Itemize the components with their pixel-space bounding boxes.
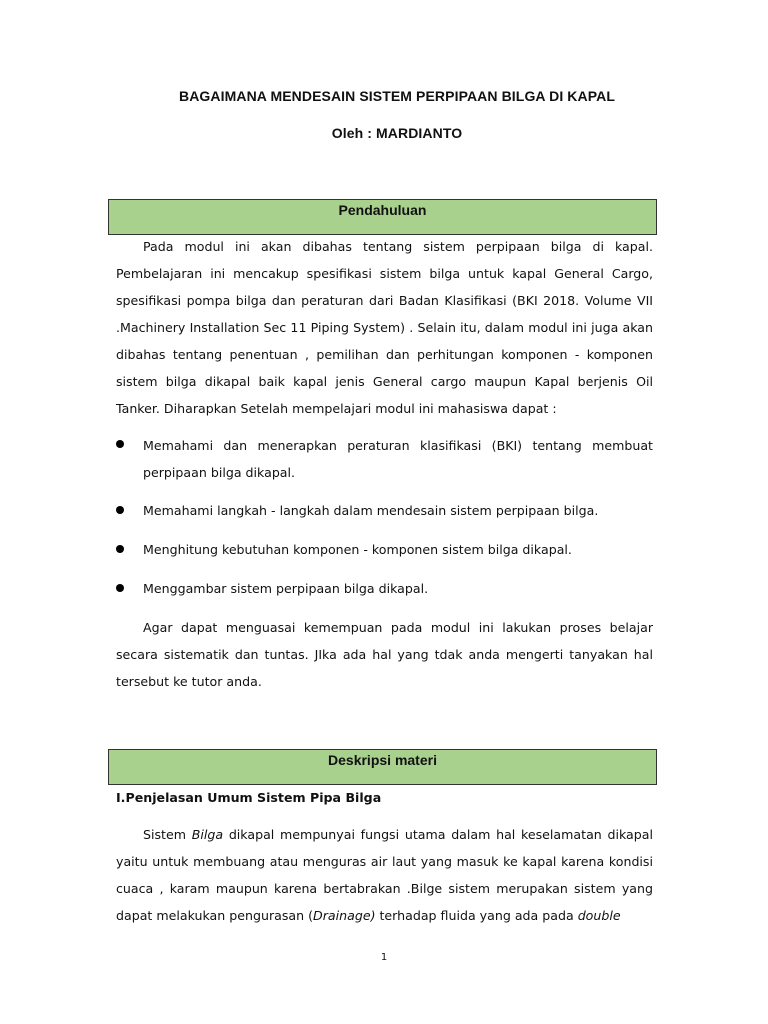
italic-term-bilga: Bilga [191, 827, 224, 842]
author-line: Oleh : MARDIANTO [331, 125, 463, 141]
subsection-heading: I.Penjelasan Umum Sistem Pipa Bilga [116, 790, 382, 805]
intro-paragraph: Pada modul ini akan dibahas tentang sistem perpipaan bilga di kapal. Pembelajaran ini mencakup spesifikasi sistem bilga untuk kapal General Cargo, spesifikasi pompa bilga dan peraturan dari Badan Klasifikasi (BKI 2018. Volume VII .Machinery Installation Sec 11 Piping System) . Selain itu, dalam modul ini juga akan dibahas tentang penentuan , pemilihan dan perhitungan komponen - komponen sistem bilga dikapal baik kapal jenis General cargo maupun Kapal berjenis Oil Tanker. Diharapkan Setelah mempelajari modul ini mahasiswa dapat : [116, 239, 653, 416]
italic-term-drainage: Drainage) [313, 908, 376, 923]
section-heading-deskripsi-materi: Deskripsi materi [108, 749, 657, 785]
document-title: BAGAIMANA MENDESAIN SISTEM PERPIPAAN BILGA DI KAPAL [178, 88, 615, 104]
italic-term-double: double [577, 908, 621, 923]
text-segment: dikapal mempunyai fungsi utama dalam hal keselamatan dikapal yaitu untuk membuang atau menguras air laut yang masuk ke kapal karena kondisi cuaca , karam maupun karena bertabrakan .Bilge sistem merupakan sistem yang dapat melakukan pengurasan ( [116, 827, 653, 923]
bullet-icon [116, 545, 124, 553]
closing-paragraph: Agar dapat menguasai kemempuan pada modul ini lakukan proses belajar secara sistematik dan tuntas. JIka ada hal yang tdak anda mengerti tanyakan hal tersebut ke tutor anda. [116, 620, 653, 689]
text-segment: Sistem [143, 827, 192, 842]
list-item: Menggambar sistem perpipaan bilga dikapal. [143, 581, 429, 596]
bilga-paragraph [116, 821, 653, 929]
bullet-icon [116, 506, 124, 514]
list-item: Memahami langkah - langkah dalam mendesain sistem perpipaan bilga. [143, 503, 599, 518]
bullet-icon [116, 584, 124, 592]
bullet-icon [116, 440, 124, 448]
list-item: Memahami dan menerapkan peraturan klasifikasi (BKI) tentang membuat perpipaan bilga dikapal. [143, 438, 653, 480]
section-heading-pendahuluan: Pendahuluan [108, 199, 657, 235]
list-item: Menghitung kebutuhan komponen - komponen sistem bilga dikapal. [143, 542, 572, 557]
page-number: 1 [380, 952, 388, 963]
text-segment: terhadap fluida yang ada pada [375, 908, 578, 923]
